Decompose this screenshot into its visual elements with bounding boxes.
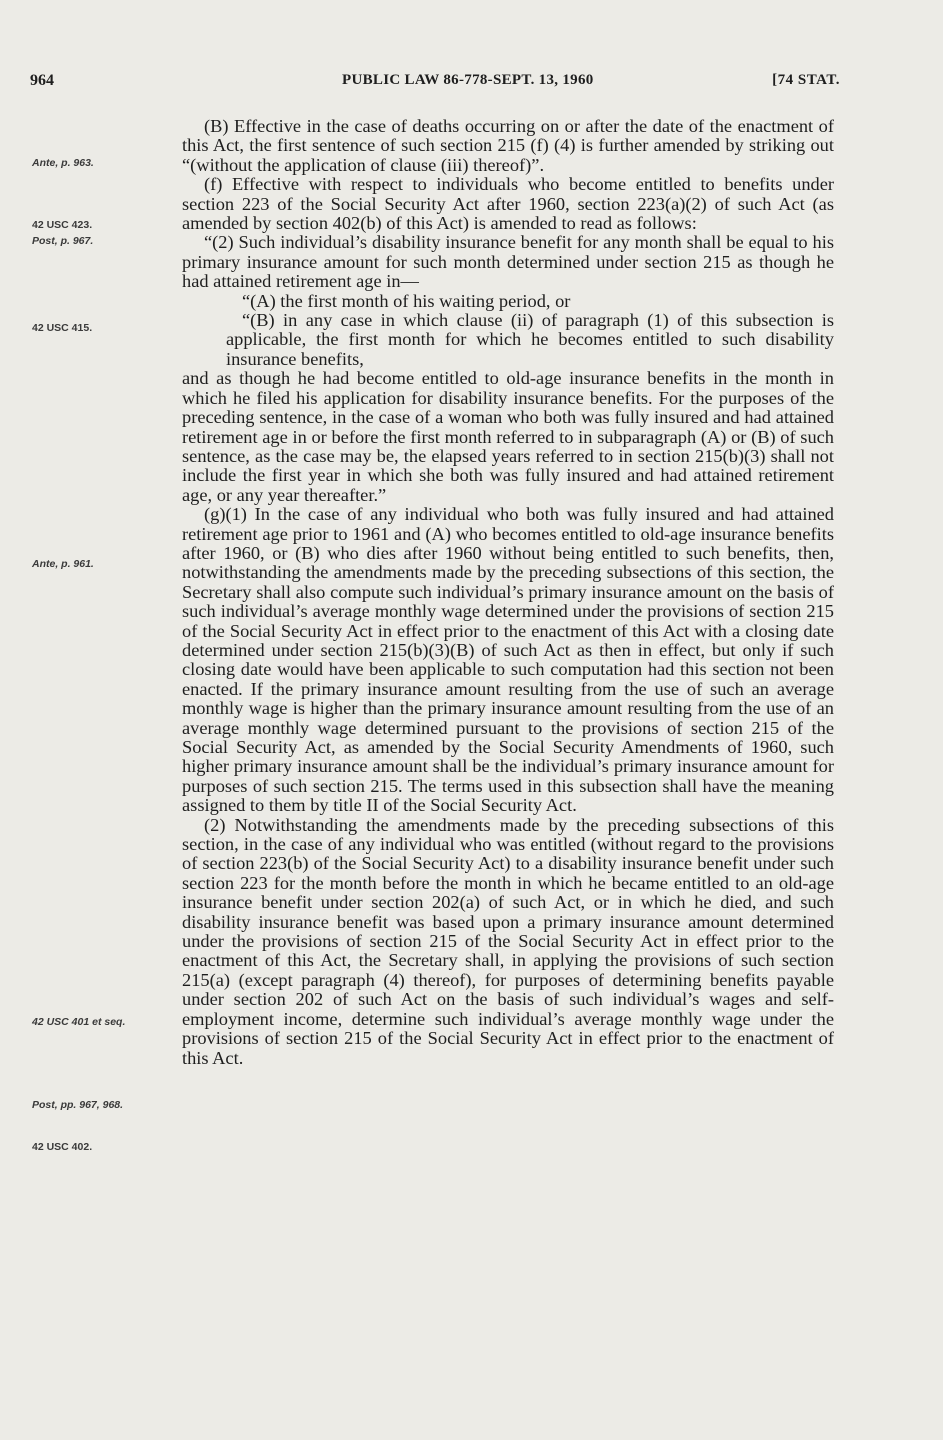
page-number: 964 bbox=[30, 72, 54, 89]
margin-note: Ante, p. 961. bbox=[32, 558, 94, 570]
paragraph: “(2) Such individual’s disability insurance benefit for any month shall be equal to his primary insurance amount for such month determined under section 215 as though he had attained retirement age in— bbox=[182, 232, 834, 292]
margin-note: 42 USC 415. bbox=[32, 322, 93, 334]
clause: “(B) in any case in which clause (ii) of paragraph (1) of this subsection is applicable, the first month for which he becomes entitled to such disability insurance benefits, bbox=[226, 310, 834, 369]
margin-note: Post, p. 967. bbox=[32, 235, 94, 247]
margin-note: Post, pp. 967, 968. bbox=[32, 1099, 124, 1111]
clause: “(A) the first month of his waiting period, or bbox=[242, 290, 571, 311]
paragraph: (f) Effective with respect to individuals who become entitled to benefits under section 223 of the Social Security Act after 1960, section 223(a)(2) of such Act (as amended by section 402(b) of this Act) is amended to read as follows: bbox=[182, 174, 834, 234]
margin-note: 42 USC 423. bbox=[32, 219, 93, 231]
margin-note: 42 USC 402. bbox=[32, 1141, 93, 1153]
margin-note: Ante, p. 963. bbox=[32, 157, 94, 169]
page-header bbox=[30, 72, 840, 96]
paragraph: (g)(1) In the case of any individual who both was fully insured and had attained retirement age prior to 1961 and (A) who becomes entitled to old-age insurance benefits after 1960, or (B) who dies after 1960 without being entitled to such benefits, then, notwithstanding the amendments made by the preceding subsections of this section, the Secretary shall also compute such individual’s primary insurance amount on the basis of such individual’s average monthly wage determined under the provisions of section 215 of the Social Security Act in effect prior to the enactment of this Act with a closing date determined under section 215(b)(3)(B) of such Act as then in effect, but only if such closing date would have been applicable to such computation had this section not been enacted. If the primary insurance amount resulting from the use of such an average monthly wage is higher than the primary insurance amount resulting from the use of an average monthly wage determined pursuant to the provisions of section 215 of the Social Security Act, as amended by the Social Security Amendments of 1960, such higher primary insurance amount shall be the individual’s primary insurance amount for purposes of such section 215. The terms used in this subsection shall have the meaning assigned to them by title II of the Social Security Act. bbox=[182, 504, 834, 816]
margin-note: 42 USC 401 et seq. bbox=[32, 1016, 126, 1028]
paragraph: (2) Notwithstanding the amendments made by the preceding subsections of this section, in the case of any individual who was entitled (without regard to the provisions of section 223(b) of the Social Security Act) to a disability insurance benefit under such section 223 for the month before the month in which he became entitled to an old-age insurance benefit under section 202(a) of such Act, or in which he died, and such disability insurance benefit was based upon a primary insurance amount determined under the provisions of section 215 of the Social Security Act in effect prior to the enactment of this Act, the Secretary shall, in applying the provisions of such section 215(a) (except paragraph (4) thereof), for purposes of determining benefits payable under section 202 of such Act on the basis of such individual’s wages and self-employment income, determine such individual’s average monthly wage under the provisions of section 215 of the Social Security Act in effect prior to the enactment of this Act. bbox=[182, 814, 834, 1068]
paragraph: (B) Effective in the case of deaths occurring on or after the date of the enactment of this Act, the first sentence of such section 215 (f) (4) is further amended by striking out “(without the application of clause (iii) thereof)”. bbox=[182, 116, 834, 175]
body-text bbox=[182, 117, 834, 1068]
volume-reference: [74 STAT. bbox=[772, 72, 840, 88]
running-title: PUBLIC LAW 86-778-SEPT. 13, 1960 bbox=[342, 72, 594, 88]
paragraph: and as though he had become entitled to old-age insurance benefits in the month in which he filed his application for disability insurance benefits. For the purposes of the preceding sentence, in the case of a woman who both was fully insured and had attained retirement age in or before the first month referred to in subparagraph (A) or (B) of such sentence, as the case may be, the elapsed years referred to in section 215(b)(3) shall not include the first year in which she both was fully insured and had attained retirement age, or any year thereafter.” bbox=[182, 368, 834, 505]
